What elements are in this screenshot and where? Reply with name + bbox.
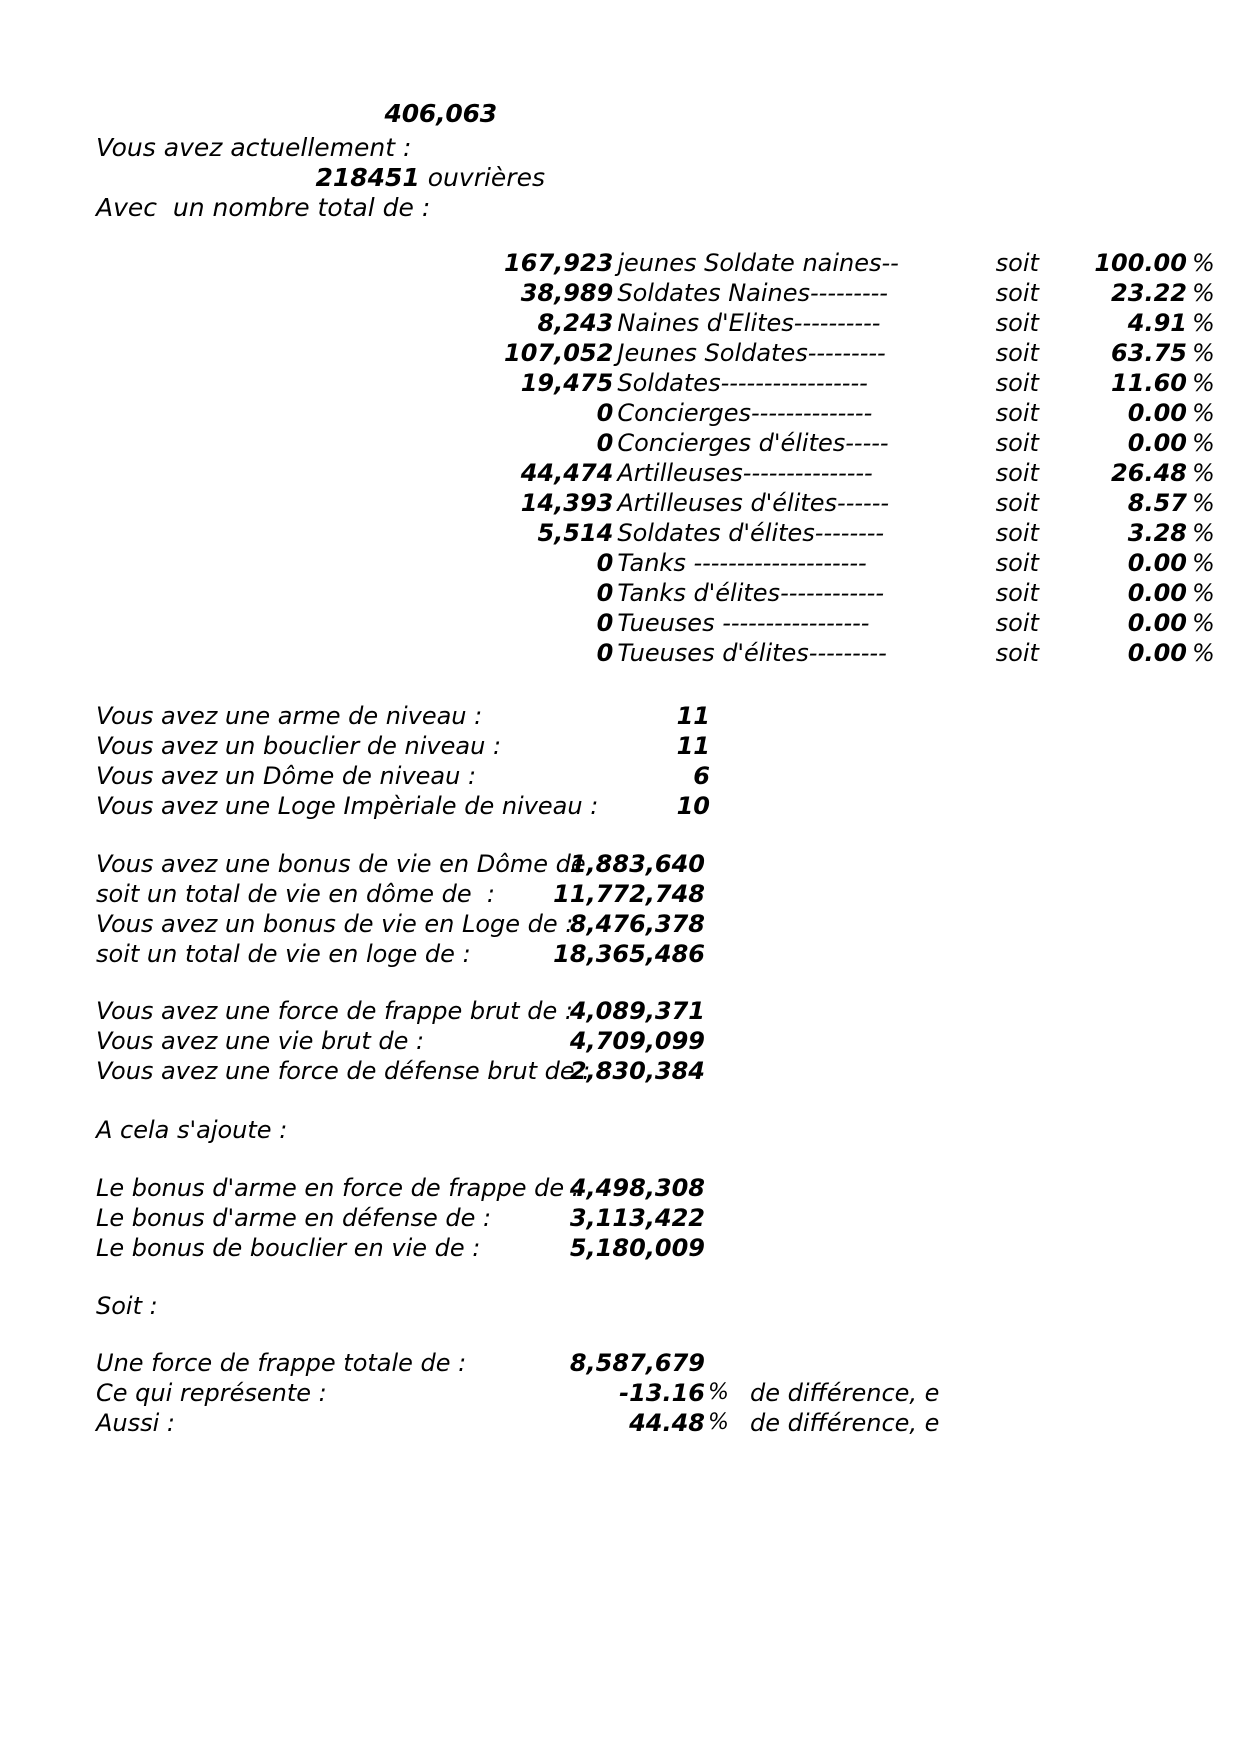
troop-soit-label: soit [995,489,1039,517]
troop-row [0,608,1241,638]
total-value: 8,587,679 [569,1349,705,1377]
item-bonus-value: 5,180,009 [569,1234,705,1262]
troop-percent: 100.00 [1094,249,1187,277]
troop-row [0,488,1241,518]
troop-row [0,308,1241,338]
troop-name: Tueuses d'élites--------- [617,639,887,667]
brut-stat-label: Vous avez une force de frappe brut de : [96,997,573,1025]
total-row [0,1408,1241,1438]
level-label: Vous avez un bouclier de niveau : [96,732,502,760]
percent-symbol: % [1191,339,1215,367]
troop-count: 8,243 [537,309,614,337]
brut-stat-value: 4,089,371 [569,997,705,1025]
percent-symbol: % [1191,489,1215,517]
troop-name: Naines d'Elites---------- [617,309,881,337]
total-label: Aussi : [96,1409,176,1437]
percent-symbol: % [1191,279,1215,307]
troop-count: 0 [596,549,614,577]
troop-percent: 0.00 [1127,399,1187,427]
total-count-label: Avec un nombre total de : [96,193,431,222]
life-bonus-row [0,849,1241,879]
life-bonus-value: 18,365,486 [553,940,705,968]
life-bonus-label: soit un total de vie en loge de : [96,940,471,968]
troop-percent: 0.00 [1127,579,1187,607]
brut-stat-row [0,996,1241,1026]
troop-percent: 4.91 [1127,309,1187,337]
troop-name: Artilleuses d'élites------ [617,489,890,517]
troop-count: 0 [596,399,614,427]
level-row [0,761,1241,791]
life-bonus-label: soit un total de vie en dôme de : [96,880,495,908]
life-bonus-label: Vous avez une bonus de vie en Dôme de : [96,850,610,878]
troop-row [0,548,1241,578]
troop-soit-label: soit [995,579,1039,607]
troop-percent: 11.60 [1111,369,1187,397]
troop-row [0,638,1241,668]
troop-name: Soldates d'élites-------- [617,519,885,547]
percent-symbol: % [708,1380,729,1405]
troop-name: Tanks d'élites------------ [617,579,884,607]
life-bonus-row [0,909,1241,939]
troop-row [0,518,1241,548]
item-bonus-row [0,1233,1241,1263]
life-bonus-value: 11,772,748 [553,880,705,908]
troop-soit-label: soit [995,429,1039,457]
soit-heading: Soit : [96,1292,158,1320]
troop-name: Tueuses ----------------- [617,609,870,637]
troop-row [0,278,1241,308]
troop-percent: 0.00 [1127,609,1187,637]
adds-heading: A cela s'ajoute : [96,1116,288,1144]
percent-symbol: % [1191,639,1215,667]
troop-name: Concierges d'élites----- [617,429,889,457]
life-bonus-value: 8,476,378 [569,910,705,938]
troop-name: Soldates----------------- [617,369,868,397]
percent-symbol: % [708,1410,729,1435]
troop-soit-label: soit [995,309,1039,337]
troop-count: 0 [596,639,614,667]
life-bonus-label: Vous avez un bonus de vie en Loge de : [96,910,574,938]
total-label: Ce qui représente : [96,1379,327,1407]
troop-row [0,458,1241,488]
troop-count: 5,514 [537,519,614,547]
item-bonus-label: Le bonus de bouclier en vie de : [96,1234,481,1262]
troop-percent: 0.00 [1127,429,1187,457]
percent-symbol: % [1191,549,1215,577]
life-bonus-value: 1,883,640 [569,850,705,878]
troop-row [0,248,1241,278]
percent-symbol: % [1191,459,1215,487]
grand-total-value: 406,063 [384,99,497,128]
troop-count: 14,393 [520,489,614,517]
brut-stat-value: 2,830,384 [569,1057,705,1085]
total-row [0,1378,1241,1408]
brut-stat-label: Vous avez une vie brut de : [96,1027,425,1055]
troop-row [0,398,1241,428]
troop-soit-label: soit [995,339,1039,367]
troop-name: Concierges-------------- [617,399,873,427]
life-bonus-row [0,879,1241,909]
level-value: 11 [676,732,710,760]
workers-line [0,163,545,192]
troop-count: 0 [596,609,614,637]
total-value: -13.16 [619,1379,705,1407]
level-row [0,791,1241,821]
troop-soit-label: soit [995,519,1039,547]
troop-name: Soldates Naines--------- [617,279,888,307]
percent-symbol: % [1191,249,1215,277]
troop-soit-label: soit [995,279,1039,307]
total-value: 44.48 [629,1409,705,1437]
item-bonus-label: Le bonus d'arme en force de frappe de : [96,1174,580,1202]
level-label: Vous avez une arme de niveau : [96,702,483,730]
troop-name: Tanks -------------------- [617,549,867,577]
troop-percent: 8.57 [1127,489,1187,517]
workers-label: ouvrières [427,163,545,192]
troop-count: 38,989 [520,279,614,307]
brut-stat-row [0,1026,1241,1056]
difference-note: de différence, e [750,1379,940,1407]
level-value: 6 [693,762,710,790]
troop-soit-label: soit [995,549,1039,577]
troop-table [0,248,1241,668]
life-bonus-row [0,939,1241,969]
troop-percent: 23.22 [1111,279,1187,307]
item-bonus-row [0,1173,1241,1203]
level-value: 10 [676,792,710,820]
brut-stat-value: 4,709,099 [569,1027,705,1055]
troop-percent: 0.00 [1127,639,1187,667]
item-bonus-label: Le bonus d'arme en défense de : [96,1204,492,1232]
troop-row [0,338,1241,368]
difference-note: de différence, e [750,1409,940,1437]
troop-percent: 63.75 [1111,339,1187,367]
troop-count: 44,474 [520,459,614,487]
level-label: Vous avez une Loge Impèriale de niveau : [96,792,599,820]
troop-row [0,428,1241,458]
percent-symbol: % [1191,399,1215,427]
troop-name: jeunes Soldate naines-- [617,249,899,277]
level-row [0,701,1241,731]
troop-name: Jeunes Soldates--------- [617,339,886,367]
troop-percent: 3.28 [1127,519,1187,547]
item-bonus-value: 4,498,308 [569,1174,705,1202]
troop-percent: 0.00 [1127,549,1187,577]
percent-symbol: % [1191,609,1215,637]
troop-count: 0 [596,579,614,607]
current-holdings-label: Vous avez actuellement : [96,133,412,162]
level-label: Vous avez un Dôme de niveau : [96,762,477,790]
troop-soit-label: soit [995,609,1039,637]
troop-name: Artilleuses--------------- [617,459,873,487]
troop-soit-label: soit [995,249,1039,277]
item-bonus-value: 3,113,422 [569,1204,705,1232]
brut-stat-label: Vous avez une force de défense brut de : [96,1057,591,1085]
total-label: Une force de frappe totale de : [96,1349,467,1377]
troop-soit-label: soit [995,369,1039,397]
troop-soit-label: soit [995,459,1039,487]
workers-count: 218451 [315,163,420,192]
brut-stat-row [0,1056,1241,1086]
percent-symbol: % [1191,579,1215,607]
troop-row [0,368,1241,398]
troop-soit-label: soit [995,639,1039,667]
troop-count: 107,052 [504,339,614,367]
troop-row [0,578,1241,608]
troop-percent: 26.48 [1111,459,1187,487]
troop-count: 0 [596,429,614,457]
total-row [0,1348,1241,1378]
percent-symbol: % [1191,519,1215,547]
level-row [0,731,1241,761]
percent-symbol: % [1191,309,1215,337]
level-value: 11 [676,702,710,730]
troop-soit-label: soit [995,399,1039,427]
percent-symbol: % [1191,429,1215,457]
item-bonus-row [0,1203,1241,1233]
troop-count: 19,475 [520,369,614,397]
troop-count: 167,923 [504,249,614,277]
percent-symbol: % [1191,369,1215,397]
